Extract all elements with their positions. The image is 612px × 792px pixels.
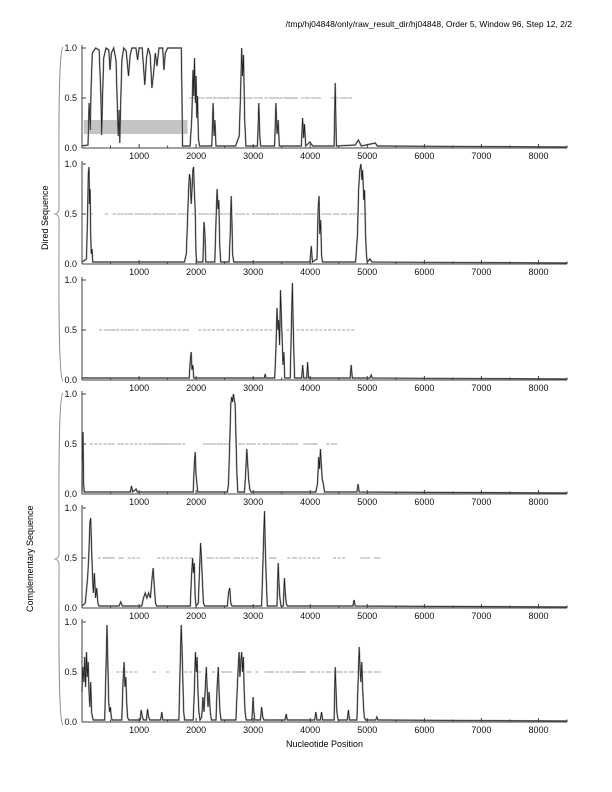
x-tick-label: 1000	[129, 151, 150, 161]
y-tick-label: 0.0	[64, 259, 77, 269]
figure-title: /tmp/hj04848/only/raw_result_dir/hj04848, Order 5, Window 96, Step 12, 2/2	[285, 19, 572, 29]
signal-curve	[82, 625, 567, 721]
x-tick-label: 2000	[186, 497, 207, 507]
x-tick-label: 1000	[129, 725, 150, 735]
x-tick-label: 4000	[300, 383, 321, 393]
x-tick-label: 4000	[300, 725, 321, 735]
x-tick-label: 3000	[243, 725, 264, 735]
x-tick-label: 8000	[528, 383, 549, 393]
panel-axes	[82, 391, 567, 494]
x-tick-label: 2000	[186, 725, 207, 735]
x-tick-label: 5000	[357, 497, 378, 507]
x-tick-label: 5000	[357, 151, 378, 161]
x-tick-label: 7000	[471, 725, 492, 735]
x-tick-label: 6000	[414, 383, 435, 393]
x-tick-label: 1000	[129, 267, 150, 277]
x-tick-label: 2000	[186, 267, 207, 277]
y-tick-label: 0.5	[64, 209, 77, 219]
x-tick-label: 1000	[129, 383, 150, 393]
x-tick-label: 5000	[357, 267, 378, 277]
y-tick-label: 0.0	[64, 143, 77, 153]
y-tick-label: 1.0	[64, 159, 77, 169]
x-tick-label: 6000	[414, 611, 435, 621]
x-tick-label: 5000	[357, 725, 378, 735]
x-tick-label: 7000	[471, 611, 492, 621]
x-tick-label: 2000	[186, 151, 207, 161]
x-tick-label: 3000	[243, 497, 264, 507]
group-label-dired-sequence: Dired Sequence	[40, 185, 50, 250]
x-tick-label: 8000	[528, 267, 549, 277]
x-tick-label: 4000	[300, 151, 321, 161]
y-tick-label: 0.5	[64, 553, 77, 563]
x-tick-label: 3000	[243, 383, 264, 393]
y-tick-label: 0.5	[64, 667, 77, 677]
x-axis-label: Nucleotide Position	[285, 739, 364, 749]
x-tick-label: 6000	[414, 267, 435, 277]
x-tick-label: 1000	[129, 611, 150, 621]
x-tick-label: 7000	[471, 497, 492, 507]
y-tick-label: 0.0	[64, 603, 77, 613]
y-tick-label: 0.5	[64, 93, 77, 103]
panel-dried-1	[64, 43, 567, 161]
brace-complementary-sequence	[55, 393, 63, 725]
x-tick-label: 2000	[186, 383, 207, 393]
x-tick-label: 8000	[528, 725, 549, 735]
panel-dried-2	[64, 159, 567, 277]
y-tick-label: 0.0	[64, 489, 77, 499]
x-tick-label: 2000	[186, 611, 207, 621]
brace-dired-sequence	[55, 47, 63, 381]
x-tick-label: 6000	[414, 497, 435, 507]
panel-axes	[82, 277, 567, 380]
panel-axes	[82, 619, 567, 722]
x-tick-label: 6000	[414, 151, 435, 161]
x-tick-label: 4000	[300, 611, 321, 621]
highlight-bar	[84, 120, 188, 134]
panel-complementary-3	[64, 617, 567, 735]
x-tick-label: 5000	[357, 611, 378, 621]
x-tick-label: 6000	[414, 725, 435, 735]
y-tick-label: 0.0	[64, 717, 77, 727]
x-tick-label: 8000	[528, 151, 549, 161]
panel-complementary-2	[64, 503, 567, 621]
signal-curve	[82, 283, 567, 379]
y-tick-label: 0.5	[64, 325, 77, 335]
x-tick-label: 4000	[300, 267, 321, 277]
y-tick-label: 1.0	[64, 275, 77, 285]
signal-curve-halo	[82, 283, 567, 379]
panel-axes	[82, 161, 567, 264]
x-tick-label: 4000	[300, 497, 321, 507]
y-tick-label: 1.0	[64, 617, 77, 627]
y-tick-label: 1.0	[64, 43, 77, 53]
x-tick-label: 7000	[471, 267, 492, 277]
x-tick-label: 5000	[357, 383, 378, 393]
x-tick-label: 3000	[243, 611, 264, 621]
x-tick-label: 8000	[528, 611, 549, 621]
panel-complementary-1	[64, 389, 567, 507]
x-tick-label: 3000	[243, 151, 264, 161]
y-tick-label: 1.0	[64, 389, 77, 399]
panel-dried-3	[64, 275, 567, 393]
x-tick-label: 7000	[471, 151, 492, 161]
group-label-complementary-sequence: Complementary Sequence	[25, 505, 35, 612]
y-tick-label: 1.0	[64, 503, 77, 513]
signal-curve-halo	[82, 625, 567, 721]
x-tick-label: 7000	[471, 383, 492, 393]
signal-curve	[82, 511, 567, 607]
y-tick-label: 0.0	[64, 375, 77, 385]
y-tick-label: 0.5	[64, 439, 77, 449]
x-tick-label: 1000	[129, 497, 150, 507]
x-tick-label: 8000	[528, 497, 549, 507]
x-tick-label: 3000	[243, 267, 264, 277]
